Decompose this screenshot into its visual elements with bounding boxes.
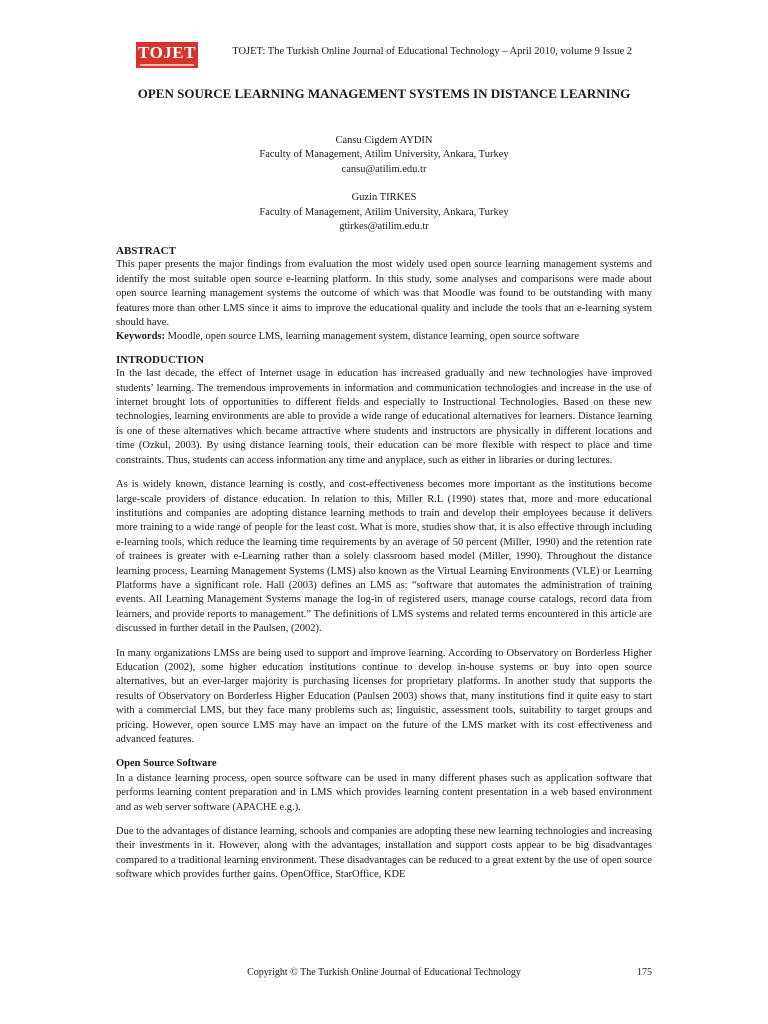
copyright-notice: Copyright © The Turkish Online Journal of Educational Technology [247,967,521,978]
body-paragraph: Due to the advantages of distance learning, schools and companies are adopting these new learning technologies and increasing their investments in it. However, along with the advantages, installation and support costs appear to be big disadvantages compared to a traditional learning environment. These disadvantages can be reduced to a great extent by the use of open source software which provides further gains. OpenOffice, StarOffice, KDE [116,826,652,881]
abstract-text: This paper presents the major findings from evaluation the most widely used open source learning management systems and identify the most suitable open source e-learning platform. In this study, some analyses and comparisons were made about open source learning management systems the outcome of which was that Moodle was found to be outstanding with many features more than other LMS since it aims to improve the educational quality and include the tools that an e-learning system should have. [116,259,652,329]
journal-header-text: TOJET: The Turkish Online Journal of Educational Technology – April 2010, volume 9 Issue 2 [232,46,632,57]
page-number: 175 [637,967,652,978]
keywords-line [116,330,652,344]
author-affiliation: Faculty of Management, Atilim University, Ankara, Turkey [259,149,509,161]
author-name: Cansu Cigdem AYDIN [335,135,433,146]
author-affiliation: Faculty of Management, Atilim University, Ankara, Turkey [259,206,509,218]
paper-title: OPEN SOURCE LEARNING MANAGEMENT SYSTEMS IN DISTANCE LEARNING [137,86,631,101]
paper-body [116,244,652,883]
abstract-heading: ABSTRACT [116,245,176,257]
author-email: cansu@atilim.edu.tr [341,163,427,175]
logo-text: TOJET [138,43,196,62]
body-paragraph: In the last decade, the effect of Internet usage in education has increased gradually and new technologies have improved students’ learning. The tremendous improvements in information and communication technologies and increase in the use of internet brought lots of opportunities to different fields and especially to Instructional Technologies. Based on these new technologies, learning environments are able to provide a wide range of educational alternatives for learners. Distance learning is one of these alternatives which became attractive where students and instructors are physically in different locations and time (Ozkul, 2003). By using distance learning tools, their education can be more flexible with respect to place and time constraints. Thus, students can access information any time and anyplace, such as either in libraries or during lectures. [116,368,652,466]
author-block [116,134,652,234]
author-spacer [116,177,652,191]
body-paragraph: As is widely known, distance learning is costly, and cost-effectiveness becomes more important as the institutions become large-scale providers of distance education. In relation to this, Miller R.L (1990) states that, more and more educational institutions and companies are adopting distance learning methods to train and develop their employees because it delivers more training to a wide range of people for the least cost. What is more, studies show that, it is also effective through including e-learning tools, which reduce the learning time requirements by an average of 50 percent (Miller, 1990) and the retention rate of trainees is greater with e-Learning rather than a solely classroom based model (Miller, 1990). Throughout the distance learning process, Learning Management Systems (LMS) also known as the Virtual Learning Environments (VLE) or Learning Platforms have a significant role. Hall (2003) defines an LMS as: “software that automates the administration of training events. All Learning Management Systems manage the log-in of registered users, manage course catalogs, record data from learners, and provide reports to management.” The definitions of LMS systems and related terms encountered in this article are discussed in further detail in the Paulsen, (2002). [116,479,652,635]
body-paragraph: In a distance learning process, open source software can be used in many different phases such as application software that performs learning content preparation and in LMS which provides learning content presentation in a web based environment and as web server software (APACHE e.g.). [116,772,652,813]
running-header [136,42,632,68]
journal-logo [136,42,198,68]
author-name: Guzin TIRKES [351,192,417,204]
author-email: gtirkes@atilim.edu.tr [339,221,429,233]
logo-underline [140,64,194,66]
body-paragraph: In many organizations LMSs are being used to support and improve learning. According to Observatory on Borderless Higher Education (2002), some higher education institutions continue to develop in-house systems or buy into open source alternatives, but an ever-larger majority is purchasing licenses for proprietary platforms. In another study that supports the results of Observatory on Borderless Higher Education (Paulsen 2003) shows that, many institutions find it quite easy to start with a commercial LMS, but they face many problems such as; linguistic, assessment tools, suitability to target groups and pricing. However, open source LMS may have an impact on the future of the LMS market with its cost effectiveness and advanced features. [116,647,652,745]
keywords-text: Moodle, open source LMS, learning management system, distance learning, open source software [167,331,580,343]
introduction-heading: INTRODUCTION [116,353,205,366]
open-source-heading: Open Source Software [116,758,217,770]
keywords-label: Keywords: [116,331,165,343]
page-footer [116,967,652,978]
